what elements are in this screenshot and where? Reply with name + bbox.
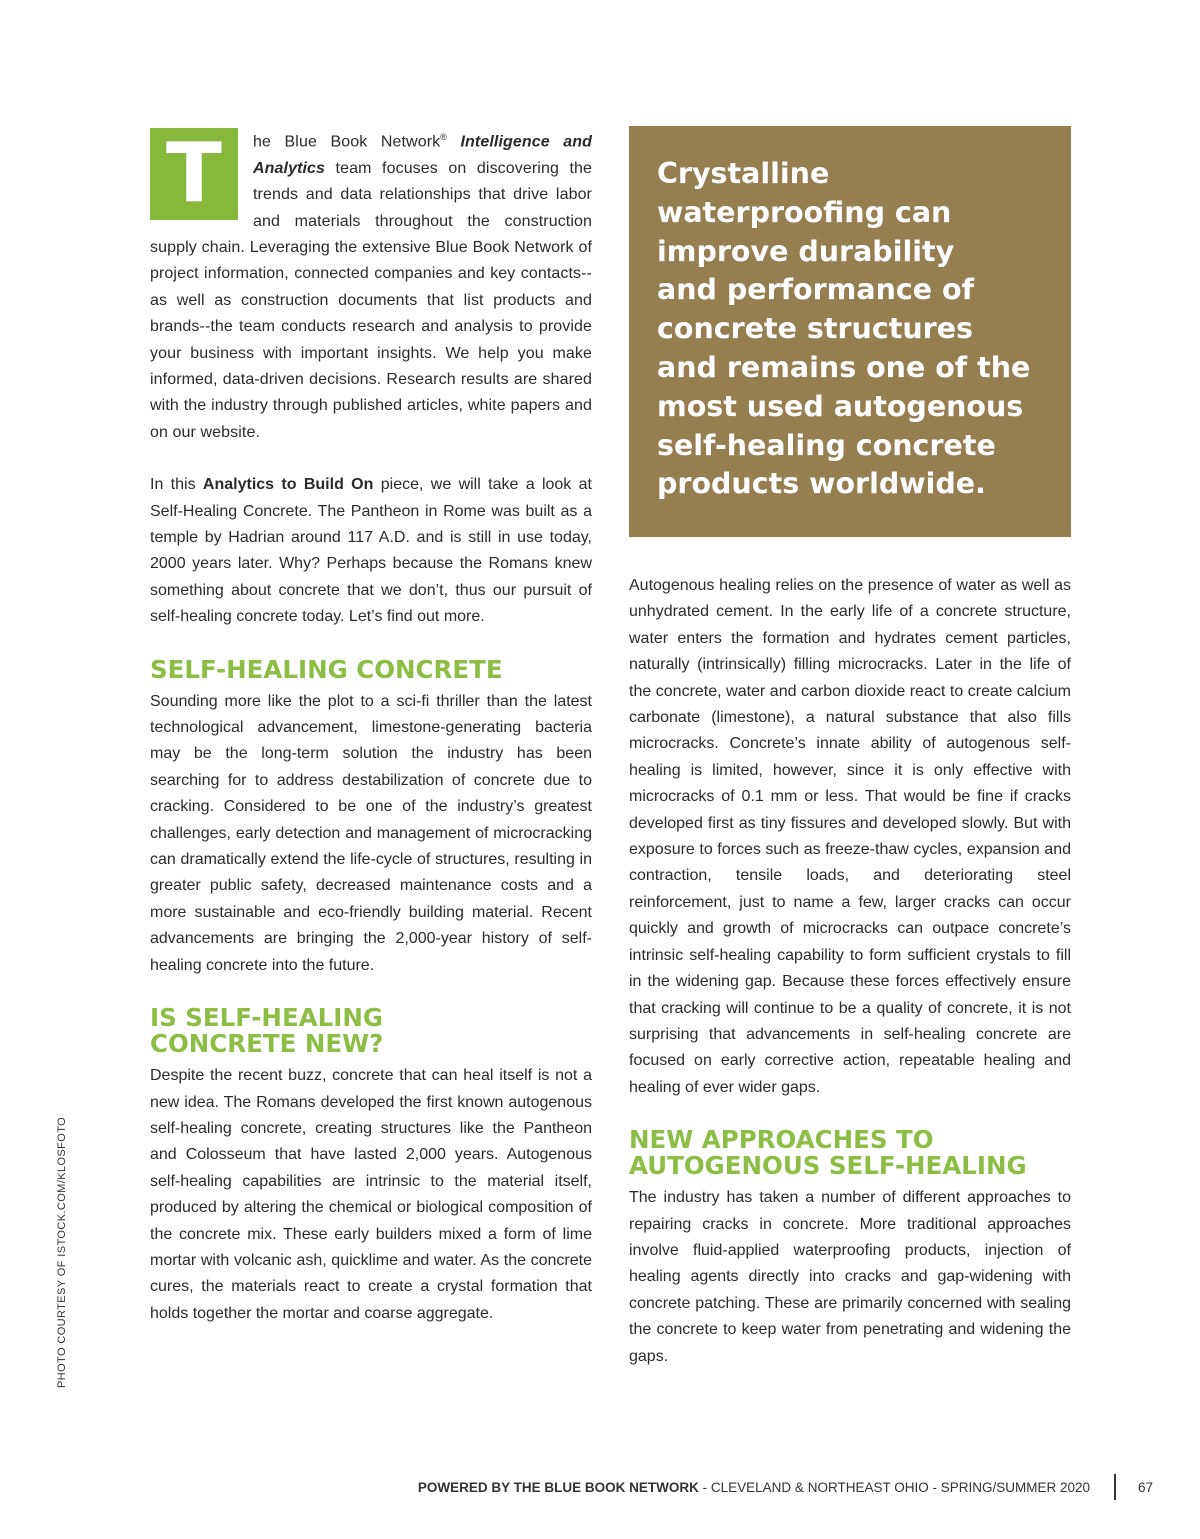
- pull-quote-line: most used autogenous: [657, 389, 1024, 423]
- right-column: [629, 573, 1071, 1370]
- pull-quote-line: improve durability: [657, 234, 955, 268]
- self-healing-body: Sounding more like the plot to a sci-fi thriller than the latest technological advancement, limestone-generating bacteria may be the long-term solution the industry has been searching for to address destabilization of concrete due to cracking. Considered to be one of the industry’s greatest challenges, early detection and management of microcracking can dramatically extend the life-cycle of structures, resulting in greater public safety, decreased maintenance costs and a more sustainable and eco-friendly building material. Recent advancements are bringing the 2,000-year history of self-healing concrete into the future.: [150, 692, 592, 974]
- new-approaches-body: The industry has taken a number of different approaches to repairing cracks in concrete. More traditional approaches involve fluid-applied waterproofing products, injection of healing agents directly into cracks and gap-widening with concrete patching. These are primarily concerned with sealing the concrete to keep water from penetrating and widening the gaps.: [629, 1189, 1071, 1365]
- footer-divider: [1114, 1474, 1116, 1500]
- is-new-body: Despite the recent buzz, concrete that can heal itself is not a new idea. The Romans developed the first known autogenous self-healing concrete, creating structures like the Pantheon and Colosseum that have lasted 2,000 years. Autogenous self-healing capabilities are intrinsic to the material itself, produced by altering the chemical or biological composition of the concrete mix. These early builders mixed a form of lime mortar with volcanic ash, quicklime and water. As the concrete cures, the materials react to create a crystal formation that holds together the mortar and coarse aggregate.: [150, 1067, 592, 1322]
- analytics-to-build-on: Analytics to Build On: [202, 476, 374, 494]
- heading-self-healing-concrete: SELF-HEALING CONCRETE: [150, 654, 503, 684]
- pull-quote: [629, 126, 1071, 537]
- intelligence-analytics-name: Intelligence and Analytics: [253, 133, 593, 177]
- footer-publisher: POWERED BY THE BLUE BOOK NETWORK: [417, 1480, 699, 1495]
- pull-quote-line: Crystalline: [657, 157, 830, 190]
- photo-credit: PHOTO COURTESY OF ISTOCK.COM/KLOSFOTO: [56, 1116, 68, 1388]
- registered-mark: ®: [440, 132, 447, 142]
- autogenous-healing-body: Autogenous healing relies on the presence of water as well as unhydrated cement. In the early life of a concrete structure, water enters the formation and hydrates cement particles, naturally (intrinsically) filling microcracks. Later in the life of the concrete, water and carbon dioxide react to create calcium carbonate (limestone), a natural substance that also fills microcracks. Concrete’s innate ability of autogenous self-healing is limited, however, since it is only effective with microcracks of 0.1 mm or less. That would be fine if cracks developed first as tiny fissures and developed slowly. But with exposure to forces such as freeze-thaw cycles, expansion and contraction, tensile loads, and deteriorating steel reinforcement, just to name a few, larger cracks can occur quickly and growth of microcracks can outpace concrete’s intrinsic self-healing capability to form sufficient crystals to fill in the widening gap. Because these forces effectively ensure that cracking will continue to be a quality of concrete, it is not surprising that advancements in self-healing concrete are focused on early corrective action, repeatable healing and healing of ever wider gaps.: [629, 577, 1071, 1096]
- intro-space: [447, 133, 461, 150]
- intro-text-start: he Blue Book Network: [253, 133, 441, 151]
- left-column: [150, 124, 592, 1327]
- intro-paragraph-2: [150, 472, 592, 630]
- pull-quote-line: waterproofing can: [657, 195, 952, 229]
- intro-text-rest: team focuses on discovering the trends and data relationships that drive labor and materials throughout the construction supply chain. Leveraging the extensive Blue Book Network of project information, connected companies and key contacts--as well as construction documents that list products and brands--the team conducts research and analysis to provide your business with important insights. We help you make informed, data-driven decisions. Research results are shared with the industry through published articles, white papers and on our website.: [150, 159, 592, 441]
- heading-line-2: CONCRETE NEW?: [150, 1029, 384, 1059]
- intro2-text-rest: piece, we will take a look at Self-Healing Concrete. The Pantheon in Rome was built as a temple by Hadrian around 117 A.D. and is still in use today, 2000 years later. Why? Perhaps because the Romans knew something about concrete that we don’t, thus our pursuit of self-healing concrete today. Let’s find out more.: [150, 476, 592, 626]
- pull-quote-line: and remains one of the: [657, 350, 1031, 384]
- heading-new-approaches: [629, 1127, 1071, 1179]
- page-number: 67: [1138, 1480, 1154, 1495]
- heading-line-2: AUTOGENOUS SELF-HEALING: [629, 1151, 1027, 1181]
- footer-edition: - CLEVELAND & NORTHEAST OHIO - SPRING/SUMMER 2020: [698, 1480, 1090, 1495]
- heading-line-1: NEW APPROACHES TO: [629, 1125, 934, 1155]
- heading-line-1: IS SELF-HEALING: [150, 1003, 383, 1033]
- footer: [418, 1478, 1090, 1498]
- pull-quote-line: self-healing concrete: [657, 428, 996, 462]
- heading-is-self-healing-new: [150, 1005, 592, 1057]
- intro2-text-start: In this: [150, 476, 203, 494]
- pull-quote-line: products worldwide.: [657, 467, 986, 501]
- pull-quote-line: concrete structures: [657, 312, 974, 346]
- pull-quote-line: and performance of: [657, 273, 975, 307]
- drop-cap: T: [150, 128, 238, 220]
